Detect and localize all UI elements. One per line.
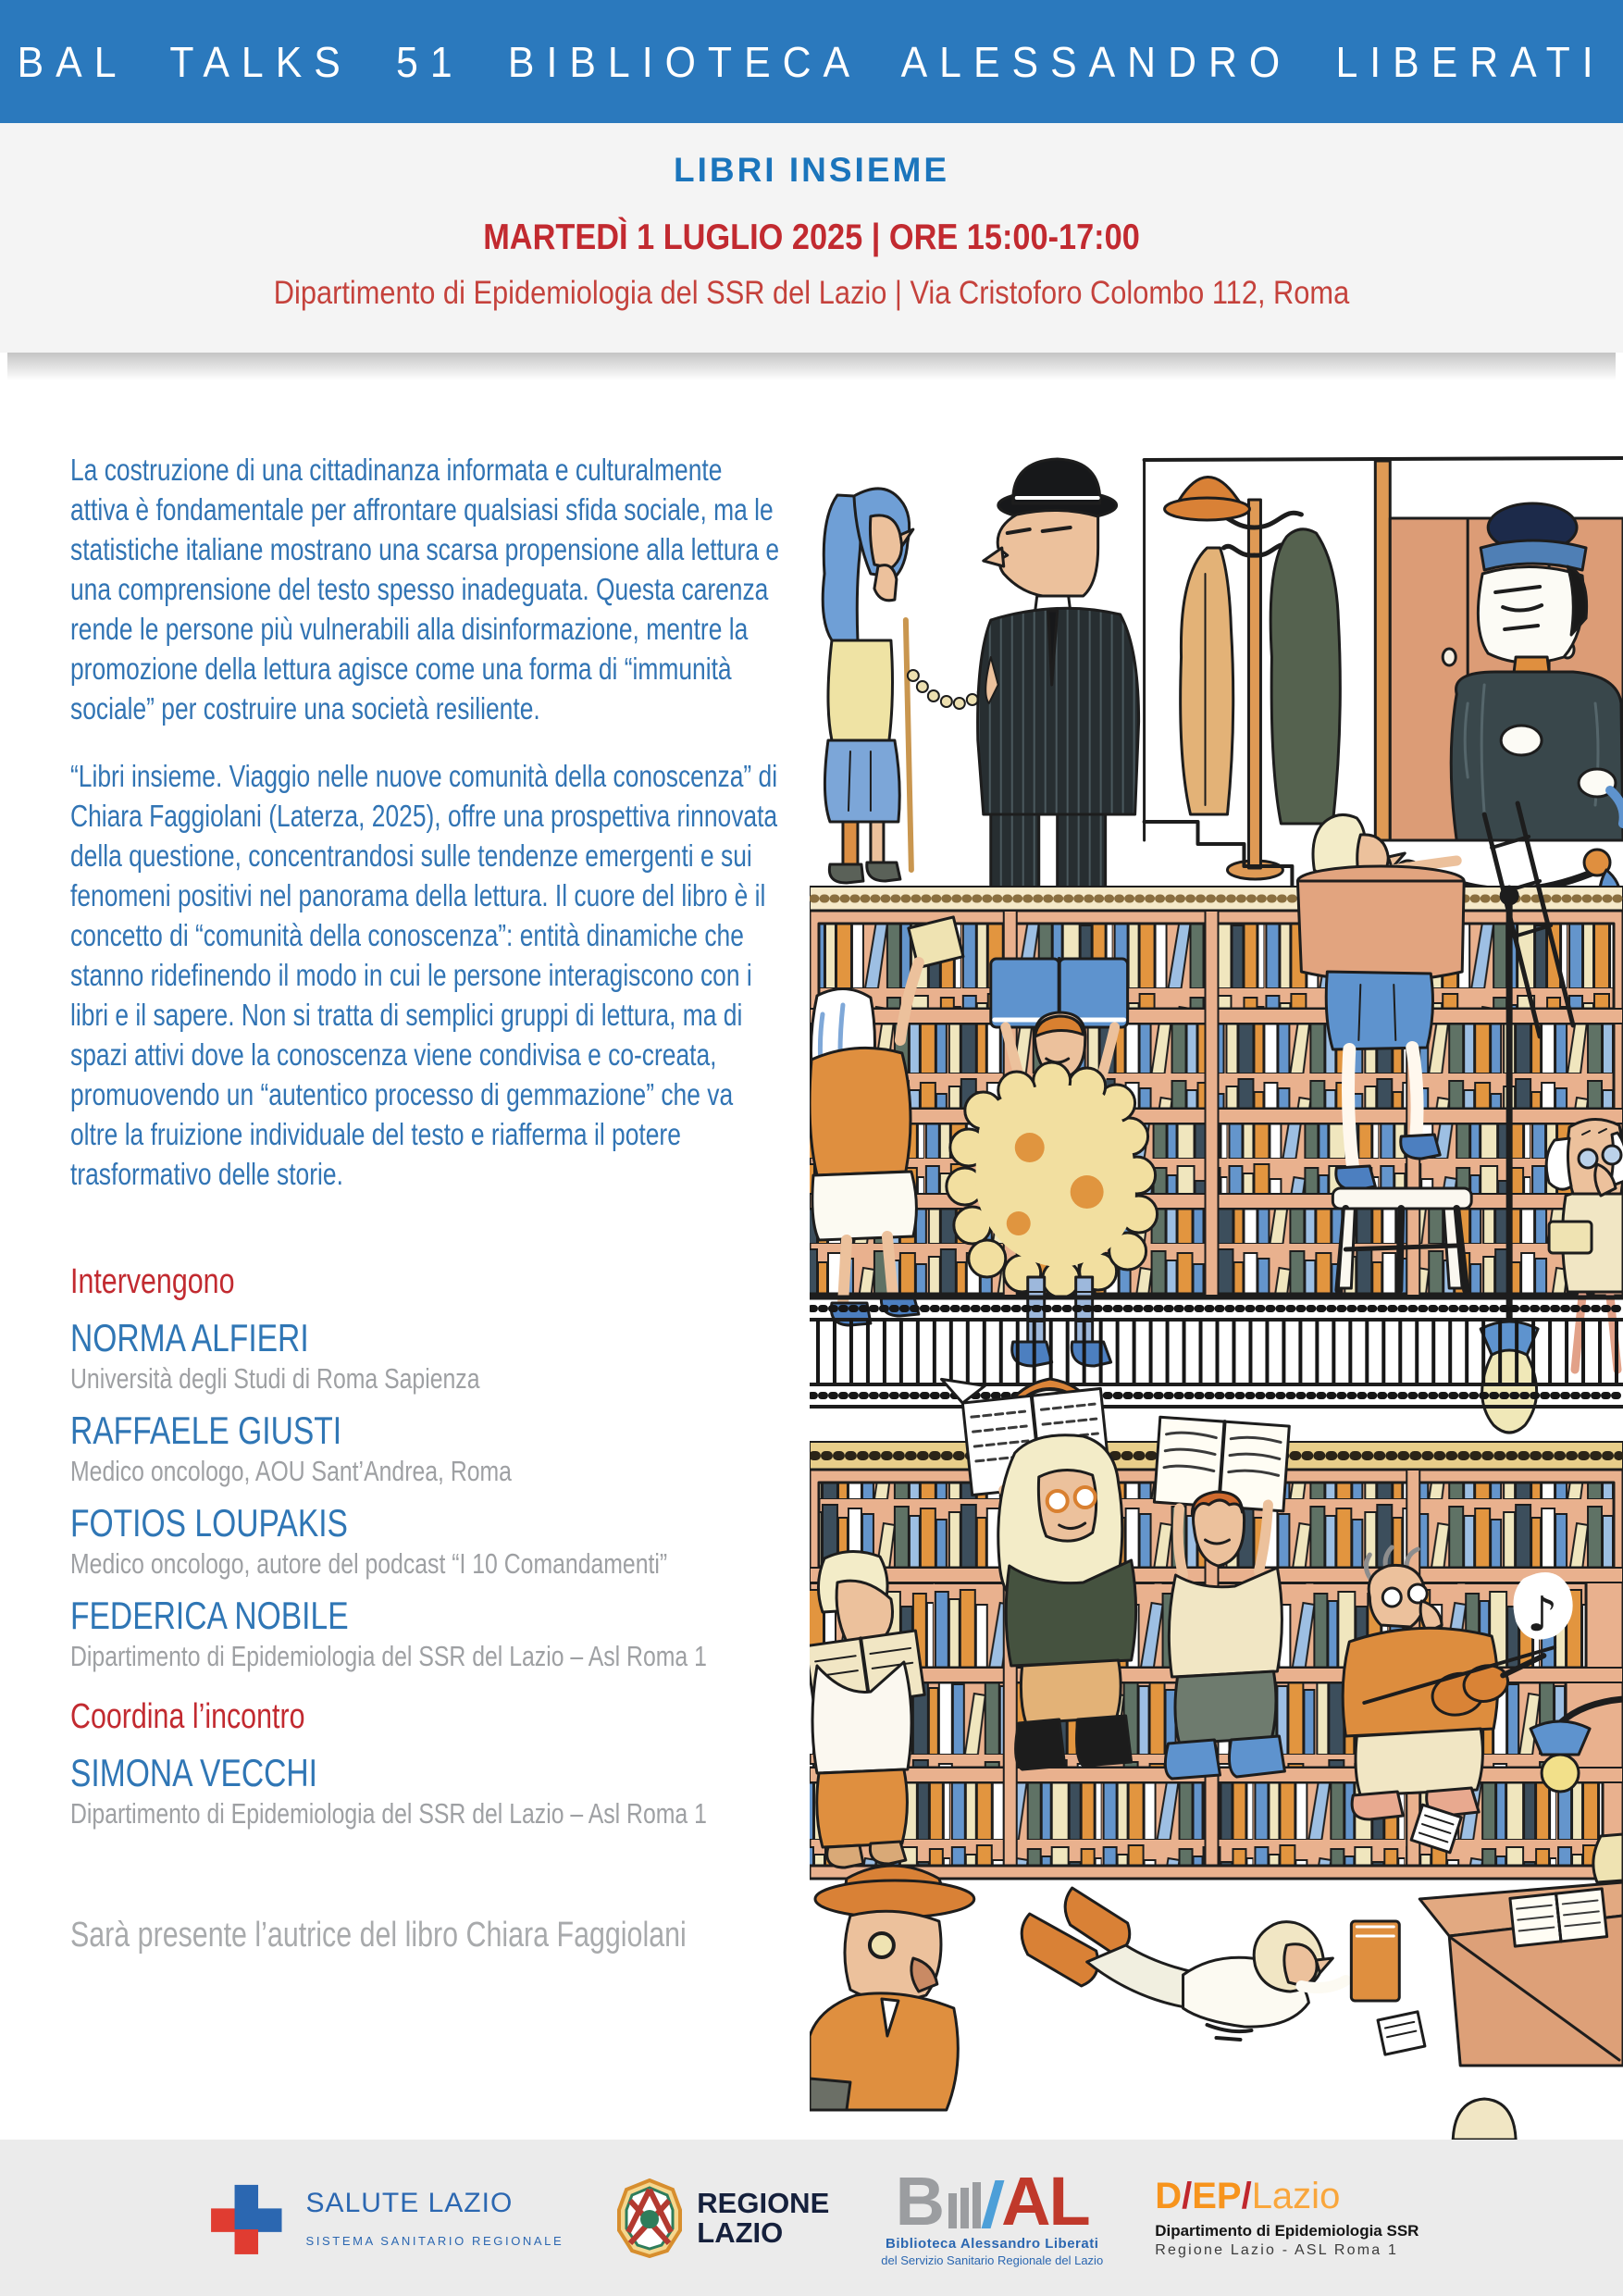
bal-letters-al: AL bbox=[1001, 2162, 1089, 2240]
svg-text:♪: ♪ bbox=[1527, 1586, 1558, 1644]
salute-lazio-subtitle: SISTEMA SANITARIO REGIONALE bbox=[305, 2234, 564, 2248]
footer bbox=[0, 2140, 1623, 2296]
salute-lazio-logo bbox=[204, 2176, 564, 2261]
bal-caption-1: Biblioteca Alessandro Liberati bbox=[886, 2235, 1099, 2252]
author-note: Sarà presente l’autrice del libro Chiara Faggiolani bbox=[70, 1916, 687, 1955]
topbar bbox=[0, 0, 1623, 123]
regione-line2: LAZIO bbox=[697, 2215, 784, 2249]
dep-letters-ep: EP bbox=[1192, 2175, 1242, 2216]
event-title: LIBRI INSIEME bbox=[673, 151, 950, 189]
salute-lazio-title: SALUTE LAZIO bbox=[305, 2188, 514, 2218]
bal-letter-b: B bbox=[895, 2162, 946, 2240]
event-datetime: MARTEDÌ 1 LUGLIO 2025 | ORE 15:00-17:00 bbox=[483, 217, 1140, 257]
dep-lazio-word: Lazio bbox=[1251, 2175, 1341, 2216]
regione-lazio-title bbox=[697, 2186, 830, 2249]
speakers-heading: Intervengono bbox=[70, 1262, 235, 1301]
intro-paragraph: La costruzione di una cittadinanza informata e culturalmente attiva è fondamentale per affrontare qualsiasi sfida sociale, ma le statistiche italiane mostrano una scarsa propensione alla lettura e una comprensione del testo spesso inadeguata. Questa carenza rende le persone più vulnerabili alla disinformazione, mentre la promozione della lettura agisce come una forma di “immunità sociale” per costruire una società resiliente. bbox=[70, 453, 780, 726]
dep-letter-d: D bbox=[1155, 2175, 1183, 2216]
speaker-item bbox=[70, 1408, 781, 1488]
speaker-item bbox=[70, 1315, 781, 1396]
speaker-affiliation: Medico oncologo, AOU Sant’Andrea, Roma bbox=[70, 1455, 512, 1487]
dep-caption-2: Regione Lazio - ASL Roma 1 bbox=[1155, 2241, 1399, 2258]
bal-book-bar-icon bbox=[973, 2182, 981, 2228]
speaker-item bbox=[70, 1593, 781, 1673]
bal-caption-2: del Servizio Sanitario Regionale del Lazio bbox=[881, 2253, 1104, 2267]
dep-wordmark bbox=[1155, 2175, 1419, 2216]
salute-lazio-cross-icon bbox=[204, 2176, 290, 2261]
event-location: Dipartimento di Epidemiologia del SSR del Lazio | Via Cristoforo Colombo 112, Roma bbox=[273, 275, 1350, 311]
library-illustration-svg bbox=[810, 222, 1623, 2140]
bal-book-bar-icon bbox=[960, 2188, 969, 2228]
regione-line1: REGIONE bbox=[697, 2186, 830, 2219]
speaker-name: RAFFAELE GIUSTI bbox=[70, 1409, 342, 1452]
moderator-affiliation: Dipartimento di Epidemiologia del SSR del Lazio – Asl Roma 1 bbox=[70, 1797, 707, 1830]
bal-logo bbox=[881, 2162, 1104, 2267]
speaker-affiliation: Università degli Studi di Roma Sapienza bbox=[70, 1362, 480, 1395]
description-column bbox=[70, 450, 781, 1955]
moderator-name: SIMONA VECCHI bbox=[70, 1751, 317, 1794]
speaker-name: NORMA ALFIERI bbox=[70, 1316, 309, 1359]
speaker-affiliation: Medico oncologo, autore del podcast “I 10 Comandamenti” bbox=[70, 1547, 668, 1580]
speaker-item bbox=[70, 1500, 781, 1581]
dep-slash-icon: / bbox=[1241, 2175, 1252, 2216]
moderator-item bbox=[70, 1750, 781, 1831]
library-illustration bbox=[810, 222, 1623, 2140]
moderator-heading: Coordina l’incontro bbox=[70, 1697, 305, 1736]
speaker-name: FEDERICA NOBILE bbox=[70, 1594, 349, 1637]
regione-lazio-logo bbox=[615, 2178, 829, 2258]
book-paragraph: “Libri insieme. Viaggio nelle nuove comunità della conoscenza” di Chiara Faggiolani (Laterza, 2025), offre una prospettiva rinnovata della questione, concentrandosi sulle tendenze emergenti e sui fenomeni positivi nel panorama della lettura. Il cuore del libro è il concetto di “comunità della conoscenza”: entità dinamiche che stanno ridefinendo il modo in cui le persone interagiscono con i libri e il sapere. Non si tratta di semplici gruppi di lettura, ma di spazi attivi dove la conoscenza viene condivisa e co-creata, promuovendo un “autentico processo di gemmazione” che va oltre la fruizione individuale del testo e riafferma il potere trasformativo delle storie. bbox=[70, 759, 778, 1191]
bal-book-bar-icon bbox=[948, 2193, 957, 2228]
dep-caption-1: Dipartimento di Epidemiologia SSR bbox=[1155, 2221, 1419, 2240]
speaker-affiliation: Dipartimento di Epidemiologia del SSR del Lazio – Asl Roma 1 bbox=[70, 1640, 707, 1672]
speaker-name: FOTIOS LOUPAKIS bbox=[70, 1501, 348, 1545]
dep-lazio-logo bbox=[1155, 2175, 1419, 2259]
bal-wordmark bbox=[895, 2162, 1089, 2240]
topbar-title: BAL TALKS 51 BIBLIOTECA ALESSANDRO LIBERATI bbox=[17, 37, 1606, 86]
dep-slash-icon: / bbox=[1182, 2175, 1193, 2216]
regione-lazio-crest-icon bbox=[615, 2178, 684, 2258]
